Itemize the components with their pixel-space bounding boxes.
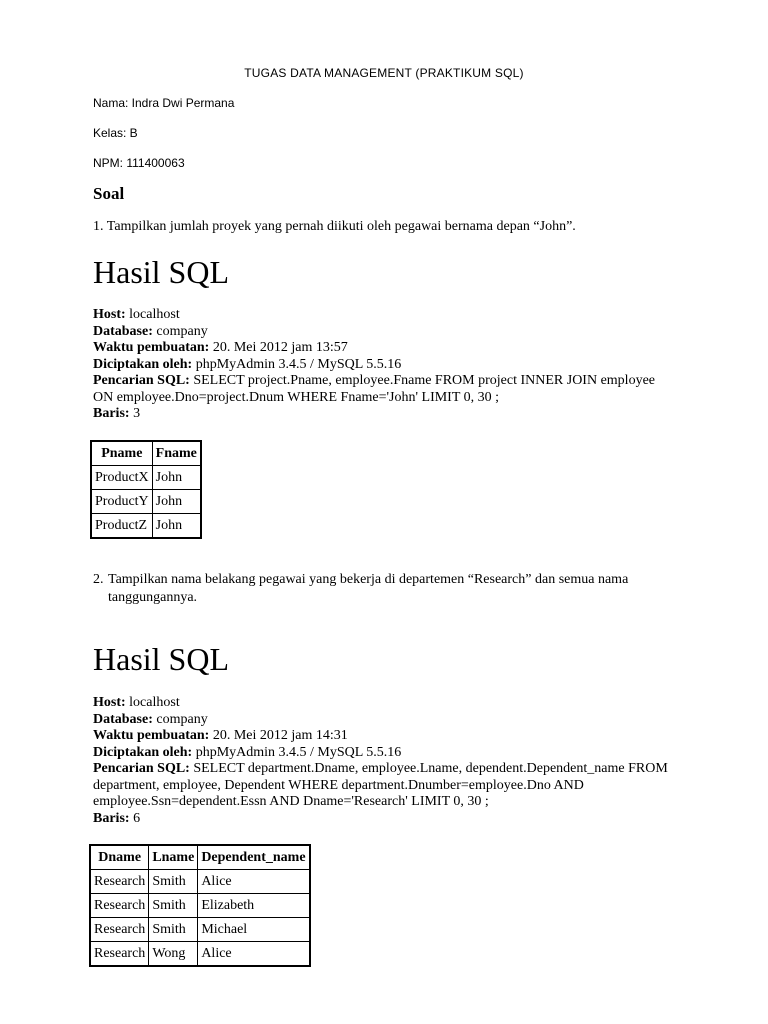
table-row (90, 894, 310, 918)
meta-dicipta: Diciptakan oleh: phpMyAdmin 3.4.5 / MySQL 5.5.16 (93, 356, 402, 372)
result-heading-2: Hasil SQL (93, 641, 229, 677)
table-cell: Research (90, 942, 149, 967)
question-1 (93, 218, 576, 236)
table-cell: Michael (198, 918, 310, 942)
table-cell: Research (90, 894, 149, 918)
column-header: Dname (90, 845, 149, 870)
column-header: Dependent_name (198, 845, 310, 870)
table-cell: Alice (198, 870, 310, 894)
meta-host: Host: localhost (93, 307, 180, 322)
table-row (90, 918, 310, 942)
result-meta-1 (93, 307, 678, 423)
soal-heading: Soal (93, 184, 125, 203)
table-cell: ProductY (91, 490, 152, 514)
meta-dicipta: Diciptakan oleh: phpMyAdmin 3.4.5 / MySQL 5.5.16 (93, 744, 402, 760)
table-cell: Smith (149, 870, 198, 894)
column-header: Pname (91, 441, 152, 466)
column-header: Fname (152, 441, 201, 466)
table-cell: ProductZ (91, 514, 152, 539)
meta-baris: Baris: 6 (93, 810, 141, 826)
result-table-1 (90, 440, 202, 539)
document-title: TUGAS DATA MANAGEMENT (PRAKTIKUM SQL) (244, 66, 524, 80)
student-class: Kelas: B (93, 126, 138, 140)
meta-database: Database: company (93, 711, 208, 727)
table-cell: John (152, 466, 201, 490)
table-cell: ProductX (91, 466, 152, 490)
meta-waktu: Waktu pembuatan: 20. Mei 2012 jam 14:31 (93, 728, 348, 743)
meta-sql: Pencarian SQL: SELECT department.Dname, employee.Lname, dependent.Dependent_name FROM department, employee, Dependent WHERE department.Dnumber=employee.Dno AND employee.Ssn=dependent.Essn AND Dname='Research' LIMIT 0, 30 ; (93, 761, 668, 809)
table-cell: Research (90, 918, 149, 942)
column-header: Lname (149, 845, 198, 870)
table-cell: John (152, 514, 201, 539)
table-row (90, 870, 310, 894)
result-heading-1: Hasil SQL (93, 254, 229, 290)
table-row (90, 942, 310, 967)
meta-host: Host: localhost (93, 695, 180, 710)
table-cell: Research (90, 870, 149, 894)
question-number: 2. (93, 572, 104, 587)
table-cell: Elizabeth (198, 894, 310, 918)
question-number: 1. (93, 219, 104, 234)
table-header-row (91, 441, 201, 466)
table-cell: Smith (149, 918, 198, 942)
table-row (91, 514, 201, 539)
table-cell: Wong (149, 942, 198, 967)
student-npm: NPM: 111400063 (93, 156, 185, 170)
question-text: Tampilkan nama belakang pegawai yang bekerja di departemen “Research” dan semua nama tanggungannya. (108, 572, 629, 605)
question-2 (93, 571, 673, 607)
table-row (91, 490, 201, 514)
meta-baris: Baris: 3 (93, 406, 141, 421)
question-text: Tampilkan jumlah proyek yang pernah diikuti oleh pegawai bernama depan “John”. (106, 219, 576, 234)
student-name: Nama: Indra Dwi Permana (93, 96, 235, 110)
meta-sql: Pencarian SQL: SELECT project.Pname, employee.Fname FROM project INNER JOIN employee ON employee.Dno=project.Dnum WHERE Fname='John' LIMIT 0, 30 ; (93, 373, 655, 405)
meta-database: Database: company (93, 323, 208, 339)
result-meta-2 (93, 695, 678, 827)
table-header-row (90, 845, 310, 870)
table-cell: Smith (149, 894, 198, 918)
meta-waktu: Waktu pembuatan: 20. Mei 2012 jam 13:57 (93, 340, 348, 355)
table-cell: John (152, 490, 201, 514)
table-cell: Alice (198, 942, 310, 967)
result-table-2 (89, 844, 311, 967)
table-row (91, 466, 201, 490)
